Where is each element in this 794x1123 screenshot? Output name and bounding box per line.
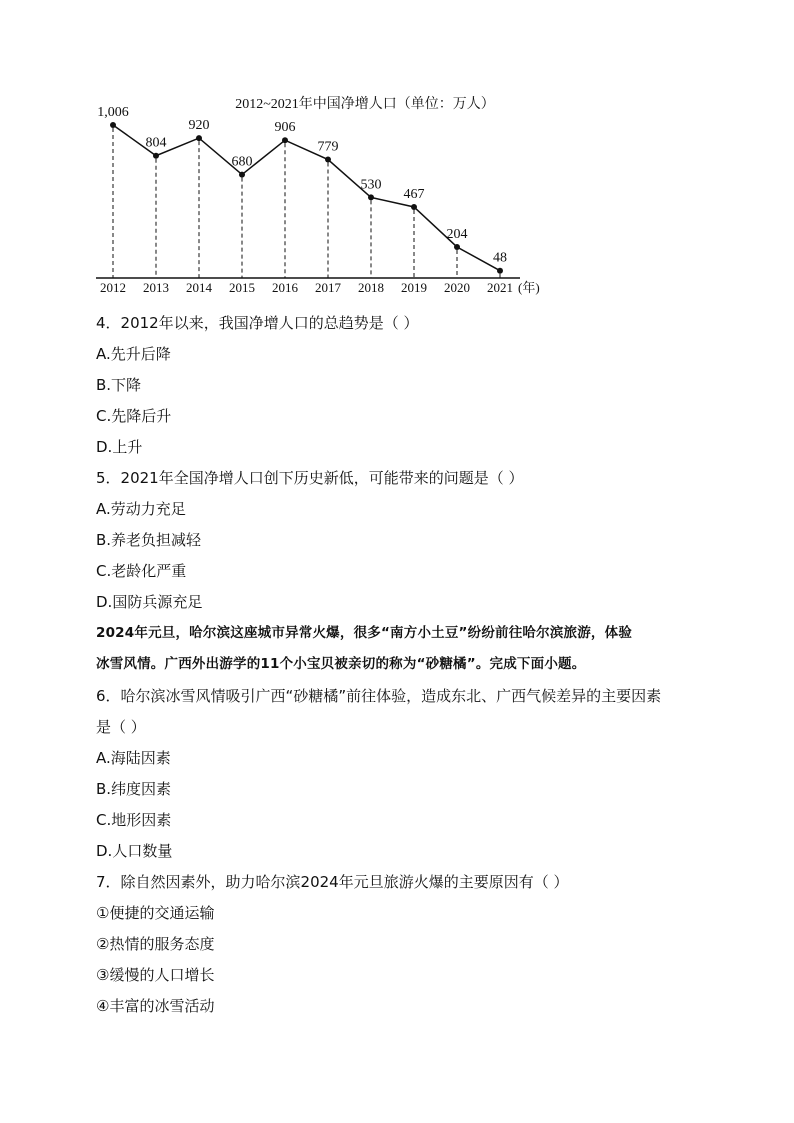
data-point-2012: [110, 122, 116, 128]
x-tick-2016: 2016: [272, 280, 298, 295]
q4-option-a: A.先升后降: [96, 345, 171, 363]
value-label-2015: 680: [231, 154, 253, 170]
question-6-stem-line-1: 6．哈尔滨冰雪风情吸引广西“砂糖橘”前往体验，造成东北、广西气候差异的主要因素: [96, 687, 662, 705]
data-point-2018: [368, 194, 374, 200]
value-label-2021: 48: [493, 250, 507, 266]
x-tick-2015: 2015: [229, 280, 255, 295]
x-tick-2018: 2018: [358, 280, 384, 295]
question-7-stem: 7．除自然因素外，助力哈尔滨2024年元旦旅游火爆的主要原因有（ ）: [96, 873, 569, 891]
q7-option-4: ④丰富的冰雪活动: [96, 997, 215, 1015]
question-5-stem: 5．2021年全国净增人口创下历史新低，可能带来的问题是（ ）: [96, 469, 524, 487]
intro-line-1: 2024年元旦，哈尔滨这座城市异常火爆，很多“南方小土豆”纷纷前往哈尔滨旅游，体验: [96, 625, 633, 641]
question-4-stem: 4．2012年以来，我国净增人口的总趋势是（ ）: [96, 314, 419, 332]
series-line: [113, 125, 500, 271]
q5-option-a: A.劳动力充足: [96, 500, 186, 518]
q7-option-3: ③缓慢的人口增长: [96, 966, 215, 984]
chart-title: 2012~2021年中国净增人口（单位：万人）: [235, 97, 495, 112]
value-label-2017: 779: [317, 139, 339, 155]
data-point-2020: [454, 244, 460, 250]
data-point-2013: [153, 153, 159, 159]
data-point-2014: [196, 135, 202, 141]
data-point-2019: [411, 204, 417, 210]
value-label-2014: 920: [188, 118, 210, 134]
population-line-chart: [0, 0, 794, 300]
value-label-2012: 1,006: [97, 105, 129, 120]
x-tick-2017: 2017: [315, 280, 341, 295]
data-point-2015: [239, 172, 245, 178]
q6-option-b: B.纬度因素: [96, 780, 172, 798]
value-label-2013: 804: [145, 135, 167, 151]
value-label-2020: 204: [446, 226, 468, 242]
x-tick-2021: 2021: [487, 280, 513, 295]
q6-option-d: D.人口数量: [96, 842, 173, 860]
q4-option-c: C.先降后升: [96, 407, 172, 425]
q4-option-b: B.下降: [96, 376, 142, 394]
value-label-2016: 906: [274, 120, 296, 136]
x-tick-2014: 2014: [186, 280, 212, 295]
q7-option-2: ②热情的服务态度: [96, 935, 215, 953]
q5-option-c: C.老龄化严重: [96, 562, 187, 580]
x-tick-2019: 2019: [401, 280, 427, 295]
x-tick-2013: 2013: [143, 280, 169, 295]
x-tick-2012: 2012: [100, 280, 126, 295]
value-label-2019: 467: [403, 186, 425, 202]
intro-line-2: 冰雪风情。广西外出游学的11个小宝贝被亲切的称为“砂糖橘”。完成下面小题。: [96, 656, 586, 672]
data-point-2021: [497, 268, 503, 274]
x-axis-unit: (年): [518, 280, 540, 295]
value-label-2018: 530: [360, 177, 382, 193]
q5-option-b: B.养老负担减轻: [96, 531, 202, 549]
x-tick-2020: 2020: [444, 280, 470, 295]
q6-option-a: A.海陆因素: [96, 749, 171, 767]
q5-option-d: D.国防兵源充足: [96, 593, 203, 611]
data-point-2017: [325, 157, 331, 163]
question-6-stem-line-2: 是（ ）: [96, 718, 146, 736]
q6-option-c: C.地形因素: [96, 811, 172, 829]
q4-option-d: D.上升: [96, 438, 143, 456]
data-point-2016: [282, 137, 288, 143]
q7-option-1: ①便捷的交通运输: [96, 904, 215, 922]
